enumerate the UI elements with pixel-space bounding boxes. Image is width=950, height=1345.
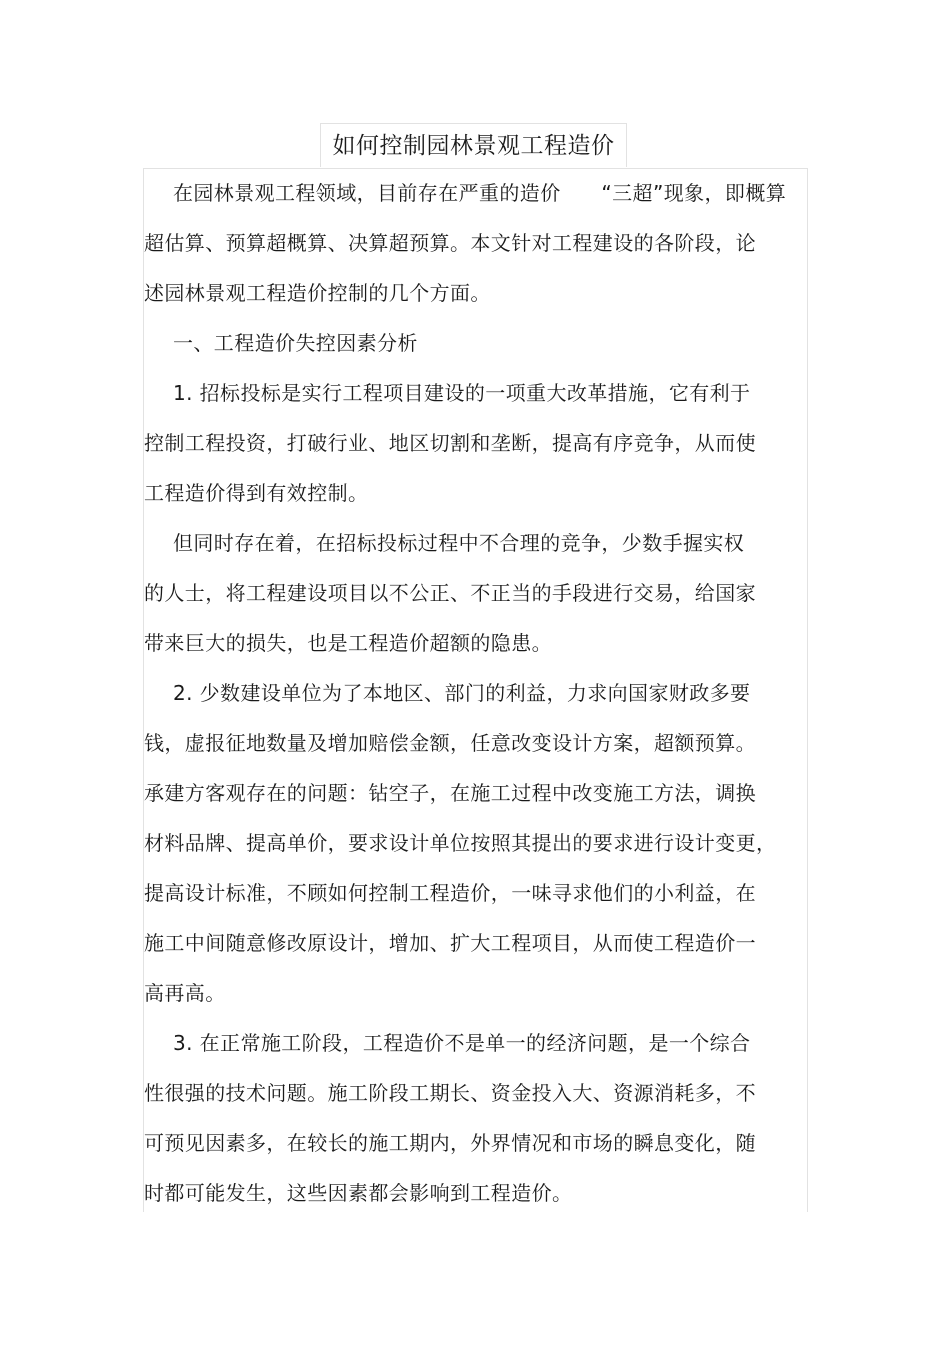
paragraph-line: 控制工程投资，打破行业、地区切割和垄断，提高有序竞争，从而使 bbox=[144, 431, 756, 455]
paragraph-line: 的人士，将工程建设项目以不公正、不正当的手段进行交易，给国家 bbox=[144, 581, 756, 605]
paragraph-line: 承建方客观存在的问题：钻空子，在施工过程中改变施工方法，调换 bbox=[144, 781, 756, 805]
paragraph-line: 性很强的技术问题。施工阶段工期长、资金投入大、资源消耗多，不 bbox=[144, 1081, 756, 1105]
paragraph-line: 述园林景观工程造价控制的几个方面。 bbox=[144, 281, 491, 305]
paragraph-line: 在园林景观工程领域，目前存在严重的造价 “三超”现象，即概算 bbox=[173, 181, 787, 205]
document-title: 如何控制园林景观工程造价 bbox=[332, 133, 615, 159]
paragraph-line: 但同时存在着，在招标投标过程中不合理的竞争，少数手握实权 bbox=[173, 531, 745, 555]
paragraph-line: 高再高。 bbox=[144, 981, 226, 1005]
paragraph-line: 超估算、预算超概算、决算超预算。本文针对工程建设的各阶段，论 bbox=[144, 231, 756, 255]
paragraph-line: 施工中间随意修改原设计，增加、扩大工程项目，从而使工程造价一 bbox=[144, 931, 756, 955]
paragraph-line: 时都可能发生，这些因素都会影响到工程造价。 bbox=[144, 1181, 573, 1205]
paragraph-line: 工程造价得到有效控制。 bbox=[144, 481, 369, 505]
paragraph-line: 钱，虚报征地数量及增加赔偿金额，任意改变设计方案，超额预算。 bbox=[144, 731, 756, 755]
paragraph-line: 3. 在正常施工阶段，工程造价不是单一的经济问题，是一个综合 bbox=[173, 1031, 751, 1055]
paragraph-line: 带来巨大的损失，也是工程造价超额的隐患。 bbox=[144, 631, 552, 655]
document-body bbox=[143, 168, 808, 1212]
paragraph-line: 2. 少数建设单位为了本地区、部门的利益，力求向国家财政多要 bbox=[173, 681, 751, 705]
paragraph-line: 1. 招标投标是实行工程项目建设的一项重大改革措施，它有利于 bbox=[173, 381, 751, 405]
paragraph-line: 可预见因素多，在较长的施工期内，外界情况和市场的瞬息变化，随 bbox=[144, 1131, 756, 1155]
title-box bbox=[320, 123, 627, 167]
paragraph-line: 材料品牌、提高单价，要求设计单位按照其提出的要求进行设计变更， bbox=[144, 831, 777, 855]
section-heading: 一、工程造价失控因素分析 bbox=[173, 331, 418, 355]
paragraph-line: 提高设计标准，不顾如何控制工程造价，一味寻求他们的小利益，在 bbox=[144, 881, 756, 905]
